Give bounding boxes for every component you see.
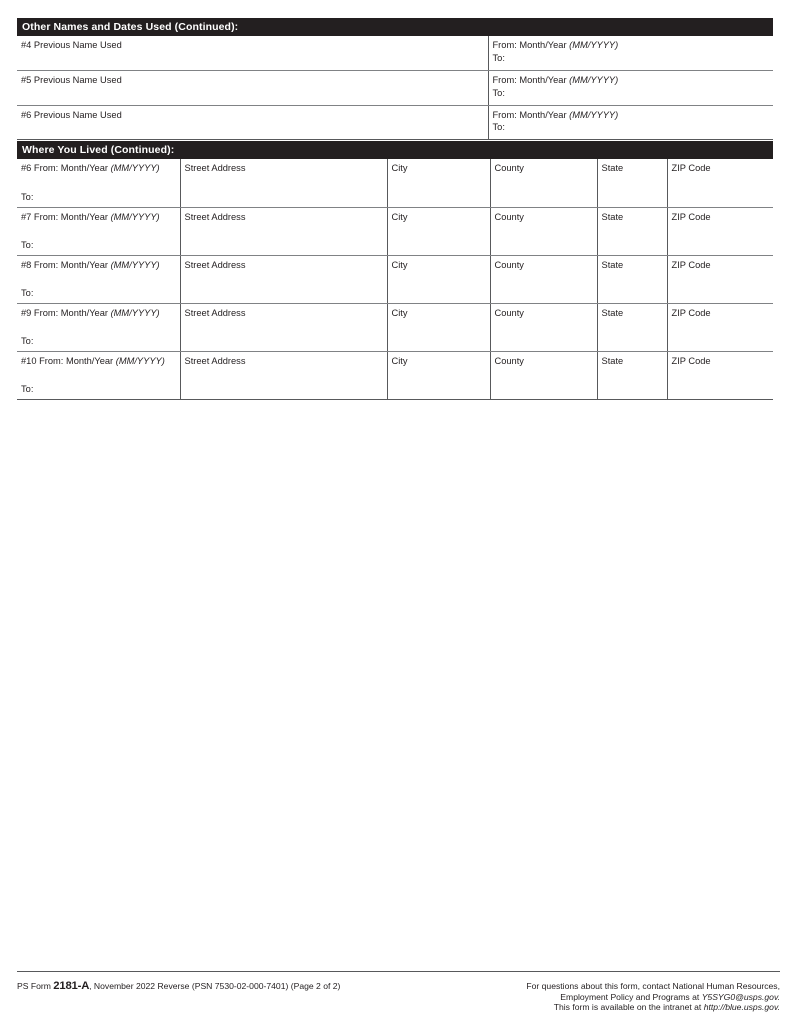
residence-from-label: #10 From: Month/Year (MM/YYYY): [21, 355, 165, 366]
footer-contact-line1: For questions about this form, contact National Human Resources,: [526, 981, 780, 991]
city-label: City: [391, 307, 408, 318]
city-label: City: [391, 211, 408, 222]
zip-code-cell[interactable]: [667, 207, 773, 255]
county-cell[interactable]: [490, 351, 597, 399]
footer-form-identifier: [17, 981, 340, 992]
zip-code-label: ZIP Code: [671, 163, 711, 173]
state-cell[interactable]: [597, 207, 667, 255]
zip-code-cell[interactable]: [667, 255, 773, 303]
to-date-label: To:: [492, 52, 505, 63]
zip-code-label: ZIP Code: [671, 211, 711, 222]
where-you-lived-table: [17, 159, 773, 400]
zip-code-label: ZIP Code: [671, 307, 711, 318]
footer-contact-line3-prefix: This form is available on the intranet at: [553, 1002, 704, 1013]
section-header-where-you-lived: Where You Lived (Continued):: [17, 141, 773, 159]
previous-name-cell[interactable]: [17, 36, 488, 71]
street-address-label: Street Address: [184, 259, 246, 270]
state-label: State: [601, 355, 624, 366]
footer-contact-line2-prefix: Employment Policy and Programs at: [560, 991, 702, 1002]
residence-from-label: #8 From: Month/Year (MM/YYYY): [21, 259, 160, 270]
residence-dates-cell[interactable]: [17, 303, 180, 351]
residence-to-label: To:: [21, 336, 34, 346]
zip-code-label: ZIP Code: [671, 259, 711, 270]
street-address-cell[interactable]: [180, 303, 387, 351]
street-address-cell[interactable]: [180, 207, 387, 255]
residence-from-label: #6 From: Month/Year (MM/YYYY): [21, 163, 160, 173]
residence-dates-cell[interactable]: [17, 351, 180, 399]
residence-to-label: To:: [21, 240, 34, 250]
footer-intranet-url[interactable]: http://blue.usps.gov.: [703, 1002, 780, 1013]
table-row: [17, 71, 773, 106]
to-date-label: To:: [492, 87, 505, 98]
residence-from-label: #9 From: Month/Year (MM/YYYY): [21, 307, 160, 318]
previous-name-label: #6 Previous Name Used: [21, 109, 122, 120]
county-label: County: [494, 259, 524, 270]
residence-to-label: To:: [21, 288, 34, 298]
county-cell[interactable]: [490, 159, 597, 207]
residence-from-label: #7 From: Month/Year (MM/YYYY): [21, 211, 160, 222]
date-range-cell[interactable]: [488, 71, 773, 106]
state-cell[interactable]: [597, 351, 667, 399]
zip-code-label: ZIP Code: [671, 355, 711, 366]
state-label: State: [601, 259, 624, 270]
footer-form-suffix: , November 2022 Reverse (PSN 7530-02-000-7401) (Page 2 of 2): [89, 981, 341, 991]
other-names-table: [17, 36, 773, 140]
from-date-label: From: Month/Year (MM/YYYY): [492, 109, 619, 120]
city-cell[interactable]: [387, 255, 490, 303]
street-address-label: Street Address: [184, 355, 246, 366]
previous-name-label: #5 Previous Name Used: [21, 75, 122, 85]
residence-to-label: To:: [21, 384, 34, 394]
date-range-cell[interactable]: [488, 105, 773, 140]
footer-contact-line3: [526, 1002, 780, 1013]
footer-divider: [17, 971, 780, 972]
city-cell[interactable]: [387, 303, 490, 351]
from-date-label: From: Month/Year (MM/YYYY): [492, 75, 619, 85]
section-header-other-names: Other Names and Dates Used (Continued):: [17, 18, 773, 36]
from-date-label: From: Month/Year (MM/YYYY): [492, 40, 619, 50]
zip-code-cell[interactable]: [667, 303, 773, 351]
state-label: State: [601, 163, 624, 173]
county-cell[interactable]: [490, 207, 597, 255]
state-cell[interactable]: [597, 255, 667, 303]
street-address-label: Street Address: [184, 211, 246, 222]
residence-dates-cell[interactable]: [17, 207, 180, 255]
previous-name-cell[interactable]: [17, 71, 488, 106]
date-range-cell[interactable]: [488, 36, 773, 71]
residence-dates-cell[interactable]: [17, 255, 180, 303]
table-row: [17, 159, 773, 207]
city-cell[interactable]: [387, 159, 490, 207]
city-cell[interactable]: [387, 207, 490, 255]
county-label: County: [494, 211, 524, 222]
previous-name-cell[interactable]: [17, 105, 488, 140]
street-address-cell[interactable]: [180, 351, 387, 399]
street-address-cell[interactable]: [180, 255, 387, 303]
state-cell[interactable]: [597, 159, 667, 207]
footer-contact-email[interactable]: Y5SYG0@usps.gov.: [701, 991, 780, 1002]
county-label: County: [494, 355, 524, 366]
city-label: City: [391, 163, 408, 173]
footer-form-number: 2181-A: [53, 980, 90, 992]
to-date-label: To:: [492, 122, 505, 132]
city-cell[interactable]: [387, 351, 490, 399]
street-address-cell[interactable]: [180, 159, 387, 207]
state-label: State: [601, 307, 624, 318]
street-address-label: Street Address: [184, 163, 246, 173]
previous-name-label: #4 Previous Name Used: [21, 40, 122, 50]
zip-code-cell[interactable]: [667, 159, 773, 207]
county-cell[interactable]: [490, 303, 597, 351]
table-row: [17, 351, 773, 399]
footer-contact-info: [526, 981, 780, 1013]
city-label: City: [391, 259, 408, 270]
table-row: [17, 303, 773, 351]
county-label: County: [494, 163, 524, 173]
county-cell[interactable]: [490, 255, 597, 303]
state-label: State: [601, 211, 624, 222]
residence-dates-cell[interactable]: [17, 159, 180, 207]
table-row: [17, 105, 773, 140]
table-row: [17, 36, 773, 71]
residence-to-label: To:: [21, 192, 34, 202]
state-cell[interactable]: [597, 303, 667, 351]
street-address-label: Street Address: [184, 307, 246, 318]
zip-code-cell[interactable]: [667, 351, 773, 399]
footer-form-prefix: PS Form: [17, 981, 54, 991]
table-row: [17, 207, 773, 255]
table-row: [17, 255, 773, 303]
city-label: City: [391, 355, 408, 366]
county-label: County: [494, 307, 524, 318]
footer-contact-line2: [526, 992, 780, 1003]
